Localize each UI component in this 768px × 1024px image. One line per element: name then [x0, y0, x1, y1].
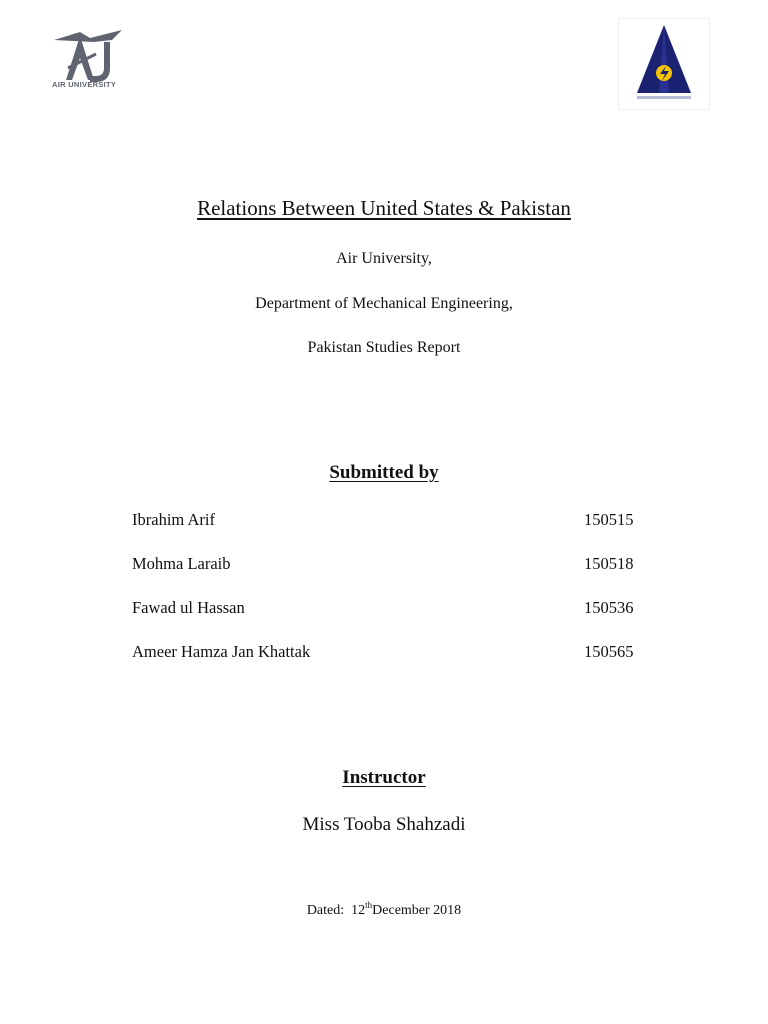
instructor-name: Miss Tooba Shahzadi	[302, 814, 466, 835]
member-id: 150565	[584, 642, 634, 661]
member-name: Mohma Laraib	[132, 554, 231, 573]
member-name: Ibrahim Arif	[132, 510, 215, 529]
department-name: Department of Mechanical Engineering,	[255, 295, 513, 312]
member-name: Ameer Hamza Jan Khattak	[132, 642, 311, 661]
date-day-suffix: th	[365, 900, 373, 910]
date-label: Dated:	[306, 903, 345, 918]
institution-name: Air University,	[336, 250, 432, 267]
member-id: 150518	[584, 554, 634, 573]
date-month-year: December 2018	[372, 903, 462, 918]
member-name: Fawad ul Hassan	[132, 598, 245, 617]
instructor-heading: Instructor	[342, 767, 426, 788]
page-title: Relations Between United States & Pakistan	[197, 196, 571, 220]
report-type: Pakistan Studies Report	[307, 339, 461, 356]
air-university-logo-text: AIR UNIVERSITY	[52, 80, 117, 89]
institute-logo	[618, 18, 710, 110]
institute-triangle-logo-icon	[619, 19, 709, 109]
date-day: 12	[351, 903, 366, 918]
member-id: 150515	[584, 510, 634, 529]
submitted-by-heading: Submitted by	[329, 462, 439, 483]
member-id: 150536	[584, 598, 634, 617]
date-line	[0, 900, 768, 919]
air-university-logo	[50, 28, 130, 92]
